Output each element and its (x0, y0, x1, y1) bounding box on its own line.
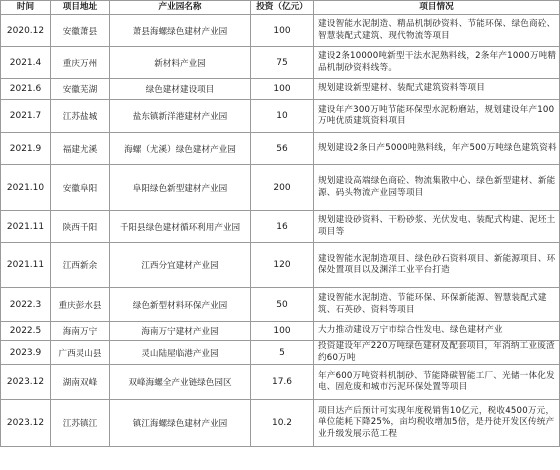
cell-details: 大力推动建设万宁市综合性发电、绿色建材产业 (314, 322, 560, 341)
header-location: 项目地址 (51, 1, 110, 15)
header-park-name: 产业园名称 (110, 1, 251, 15)
cell-location: 江苏镇江 (51, 400, 110, 447)
cell-investment: 50 (251, 288, 314, 322)
cell-investment: 200 (251, 165, 314, 211)
cell-time: 2021.10 (1, 165, 51, 211)
cell-park-name: 海螺（尤溪）绿色建材产业园 (110, 133, 251, 165)
cell-park-name: 灵山陆屋临港产业园 (110, 341, 251, 365)
cell-location: 安徽萧县 (51, 15, 110, 47)
cell-park-name: 新材料产业园 (110, 47, 251, 79)
table-row (1, 165, 560, 211)
cell-location: 海南万宁 (51, 322, 110, 341)
cell-time: 2021.9 (1, 133, 51, 165)
cell-details: 规划建设新型建材、装配式建筑资料等项目 (314, 79, 560, 100)
cell-time: 2020.12 (1, 15, 51, 47)
table-row (1, 243, 560, 288)
cell-park-name: 镇江海螺绿色建材产业园 (110, 400, 251, 447)
cell-location: 广西灵山县 (51, 341, 110, 365)
table-row (1, 100, 560, 133)
cell-details: 投资建设年产220万吨绿色建材及配套项目，年消纳工业废渣约60万吨 (314, 341, 560, 365)
cell-details: 建设智能水泥制造、节能环保、环保新能源、智慧装配式建筑、石英砂、资料等项目 (314, 288, 560, 322)
cell-investment: 10.2 (251, 400, 314, 447)
cell-park-name: 萧县海螺绿色建材产业园 (110, 15, 251, 47)
cell-details: 规划建设砂资料、干粉砂浆、光伏发电、装配式构建、泥坯土项目等 (314, 211, 560, 243)
cell-location: 湖南双峰 (51, 365, 110, 400)
cell-time: 2021.11 (1, 211, 51, 243)
cell-details: 建设智能水泥制造项目、绿色砂石资料项目、新能源项目、环保处置项目以及渊洋工业平台打造 (314, 243, 560, 288)
cell-park-name: 海南万宁建材产业园 (110, 322, 251, 341)
cell-park-name: 绿色建材建设项目 (110, 79, 251, 100)
cell-location: 福建尤溪 (51, 133, 110, 165)
cell-park-name: 双峰海螺全产业链绿色园区 (110, 365, 251, 400)
cell-details: 规划建设高端绿色商砼、物流集散中心、绿色新型建材、新能源、码头物流产业园等项目 (314, 165, 560, 211)
cell-investment: 56 (251, 133, 314, 165)
table-row (1, 365, 560, 400)
cell-investment: 10 (251, 100, 314, 133)
table-row (1, 341, 560, 365)
cell-location: 安徽芜湖 (51, 79, 110, 100)
cell-park-name: 阜阳绿色新型建材产业园 (110, 165, 251, 211)
cell-details: 规划建设2条日产5000吨熟料线，年产500万吨绿色建筑资料 (314, 133, 560, 165)
cell-time: 2023.12 (1, 400, 51, 447)
table-row (1, 133, 560, 165)
cell-time: 2021.6 (1, 79, 51, 100)
cell-location: 江苏盐城 (51, 100, 110, 133)
cell-location: 重庆彭水县 (51, 288, 110, 322)
cell-investment: 100 (251, 15, 314, 47)
header-time: 时间 (1, 1, 51, 15)
table-row (1, 47, 560, 79)
cell-park-name: 绿色新型材料环保产业园 (110, 288, 251, 322)
cell-time: 2023.9 (1, 341, 51, 365)
cell-time: 2021.7 (1, 100, 51, 133)
cell-location: 陕西千阳 (51, 211, 110, 243)
cell-details: 年产600万吨资料机制砂、节能降碳智能工厂、光储一体化发电、固危废和城市污泥环保处置等项目 (314, 365, 560, 400)
cell-time: 2023.12 (1, 365, 51, 400)
header-details: 项目情况 (314, 1, 560, 15)
cell-details: 建设智能水泥制造、精品机制砂资料、节能环保、绿色商砼、智慧装配式建筑、现代物流等项目 (314, 15, 560, 47)
table-row (1, 15, 560, 47)
cell-park-name: 江西分宜建材产业园 (110, 243, 251, 288)
cell-investment: 5 (251, 341, 314, 365)
cell-investment: 100 (251, 79, 314, 100)
cell-investment: 16 (251, 211, 314, 243)
cell-details: 建设年产300万吨节能环保型水泥粉磨站，规划建设年产100万吨优质建筑资料项目 (314, 100, 560, 133)
table-row (1, 79, 560, 100)
cell-time: 2022.5 (1, 322, 51, 341)
cell-park-name: 盐东镇新洋港建材产业园 (110, 100, 251, 133)
cell-time: 2021.4 (1, 47, 51, 79)
cell-time: 2021.11 (1, 243, 51, 288)
cell-investment: 75 (251, 47, 314, 79)
table-row (1, 211, 560, 243)
header-row (1, 1, 560, 15)
cell-investment: 120 (251, 243, 314, 288)
cell-location: 江西新余 (51, 243, 110, 288)
table-row (1, 288, 560, 322)
cell-time: 2022.3 (1, 288, 51, 322)
cell-details: 项目达产后预计可实现年度税销售10亿元，税收4500万元，单位能耗下降25%，亩均税收增加5倍，是丹徒开发区传统产业升级发展示范工程 (314, 400, 560, 447)
cell-investment: 17.6 (251, 365, 314, 400)
table-row (1, 322, 560, 341)
cell-park-name: 千阳县绿色建材循环利用产业园 (110, 211, 251, 243)
cell-location: 重庆万州 (51, 47, 110, 79)
cell-investment: 100 (251, 322, 314, 341)
header-investment: 投资（亿元） (251, 1, 314, 15)
table-row (1, 400, 560, 447)
cell-details: 建设2条10000吨新型干法水泥熟料线，2条年产1000万吨精品机制砂资料线等。 (314, 47, 560, 79)
cell-location: 安徽阜阳 (51, 165, 110, 211)
